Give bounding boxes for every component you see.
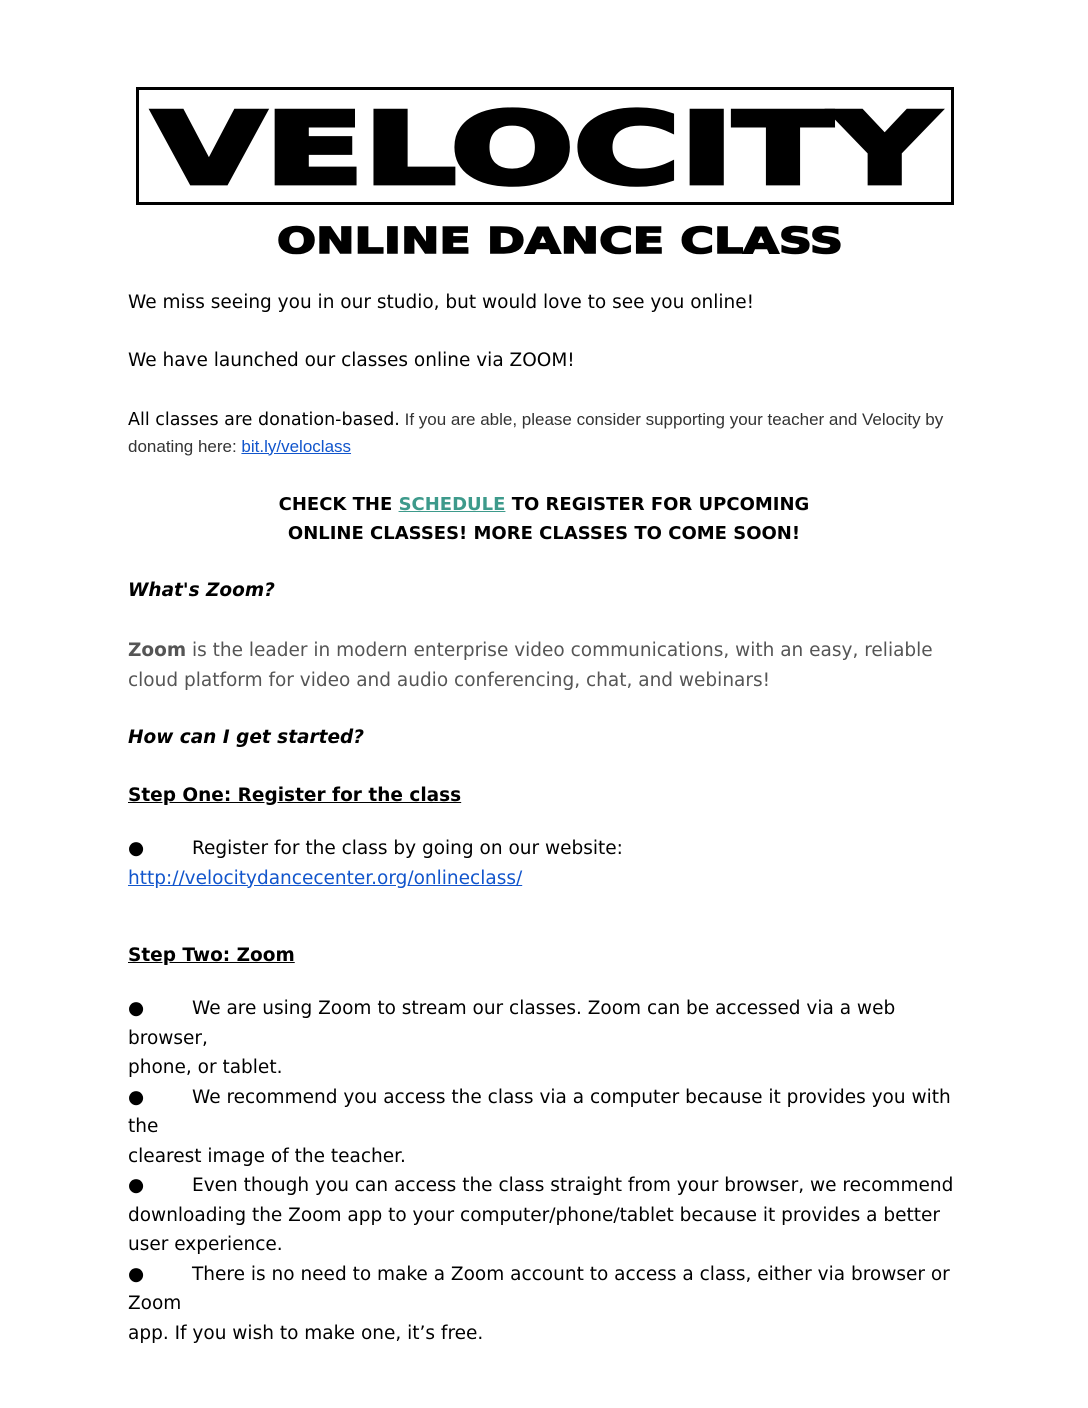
page-subtitle <box>270 222 850 258</box>
schedule-link[interactable]: SCHEDULE <box>398 494 506 515</box>
step-one-heading: Step One: Register for the class <box>128 785 462 806</box>
step-two-list <box>128 994 958 1348</box>
list-item-text-cont: downloading the Zoom app to your computer/phone/tablet because it provides a better user experience. <box>128 1204 940 1255</box>
website-link[interactable]: http://velocitydancecenter.org/onlineclass/ <box>128 867 523 889</box>
step-one-item <box>128 834 958 893</box>
donation-paragraph <box>128 407 958 460</box>
donation-link[interactable]: bit.ly/veloclass <box>241 436 352 456</box>
list-item <box>128 1260 958 1349</box>
list-item-text-cont: clearest image of the teacher. <box>128 1145 406 1167</box>
list-item-text: We recommend you access the class via a computer because it provides you with the <box>128 1086 951 1137</box>
logo-text: VELOCITY <box>152 91 940 202</box>
list-item <box>128 1083 958 1172</box>
schedule-after: TO REGISTER FOR UPCOMING <box>505 494 810 515</box>
intro-line-2: We have launched our classes online via ZOOM! <box>128 350 575 371</box>
bullet-icon: ● <box>128 1086 145 1108</box>
list-item-text: We are using Zoom to stream our classes. Zoom can be accessed via a web browser, <box>128 998 896 1049</box>
whats-zoom-heading: What's Zoom? <box>128 580 275 601</box>
bullet-icon: ● <box>128 838 145 859</box>
subtitle-text: ONLINE DANCE CLASS <box>277 222 843 258</box>
list-item-text: There is no need to make a Zoom account to access a class, either via browser or Zoom <box>128 1263 950 1314</box>
get-started-heading: How can I get started? <box>128 727 365 748</box>
zoom-description-text: is the leader in modern enterprise video communications, with an easy, reliable cloud platform for video and audio conferencing, chat, and webinars! <box>128 640 933 691</box>
velocity-logo <box>136 87 954 205</box>
donation-lead: All classes are donation-based. <box>128 410 400 430</box>
step-two-heading: Step Two: Zoom <box>128 945 295 966</box>
list-item-text-cont: phone, or tablet. <box>128 1057 283 1078</box>
list-item <box>128 994 958 1083</box>
bullet-icon: ● <box>128 1175 145 1196</box>
zoom-bold: Zoom <box>128 640 187 661</box>
bullet-icon: ● <box>128 1263 145 1285</box>
schedule-before: CHECK THE <box>278 494 399 515</box>
intro-line-1: We miss seeing you in our studio, but would love to see you online! <box>128 292 755 313</box>
step-one-text: Register for the class by going on our website: <box>192 838 623 859</box>
list-item-text-cont: app. If you wish to make one, it’s free. <box>128 1322 484 1344</box>
bullet-icon: ● <box>128 998 145 1019</box>
schedule-notice-line-2: ONLINE CLASSES! MORE CLASSES TO COME SOON! <box>287 523 801 544</box>
list-item-text: Even though you can access the class straight from your browser, we recommend <box>192 1175 954 1196</box>
zoom-description <box>128 636 958 695</box>
velocity-logo-graphic <box>139 90 951 202</box>
donation-text: If you are able, please consider supporting your teacher and Velocity by donating here: <box>128 410 944 456</box>
list-item <box>128 1171 958 1260</box>
schedule-notice-line-1 <box>128 490 960 519</box>
